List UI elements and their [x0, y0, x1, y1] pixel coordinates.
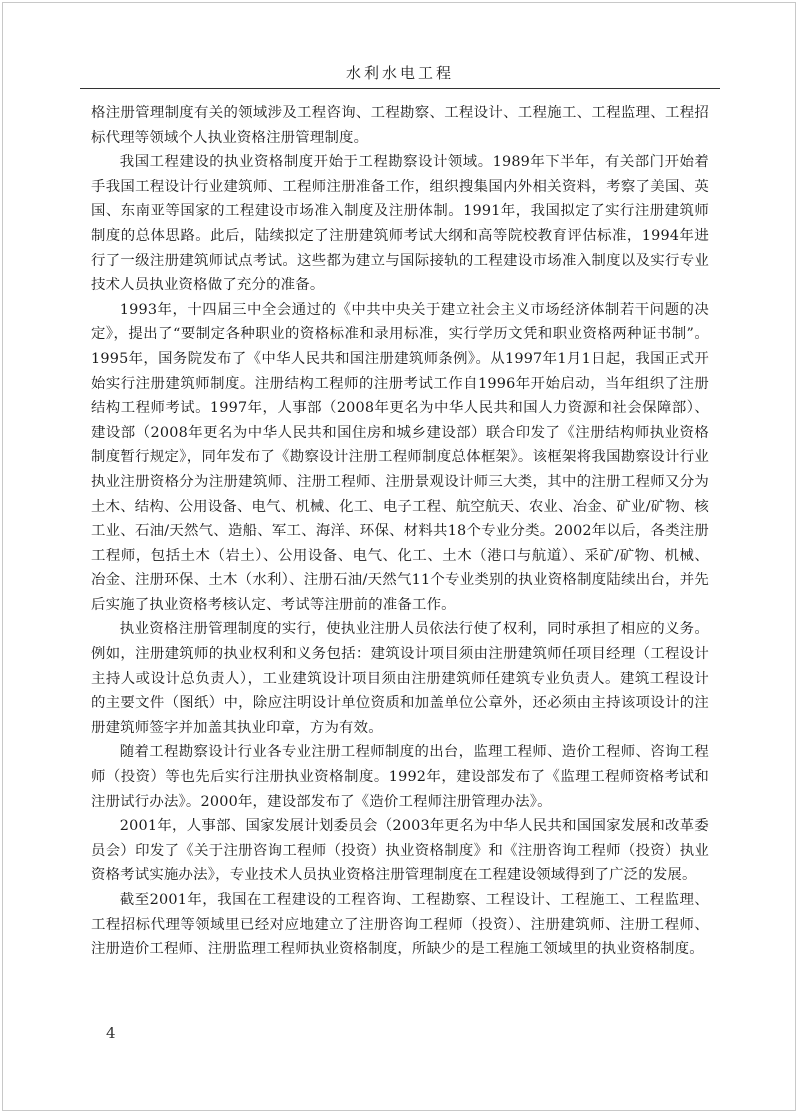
body-text [91, 101, 709, 962]
paragraph: 随着工程勘察设计行业各专业注册工程师制度的出台，监理工程师、造价工程师、咨询工程师（投资）等也先后实行注册执业资格制度。1992年，建设部发布了《监理工程师资格考试和注册试行办法》。2000年，建设部发布了《造价工程师注册管理办法》。 [91, 744, 709, 810]
paragraph: 截至2001年，我国在工程建设的工程咨询、工程勘察、工程设计、工程施工、工程监理、工程招标代理等领域里已经对应地建立了注册咨询工程师（投资）、注册建筑师、注册工程师、注册造价工程师、注册监理工程师执业资格制度，所缺少的是工程施工领域里的执业资格制度。 [91, 892, 709, 958]
paragraph: 格注册管理制度有关的领域涉及工程咨询、工程勘察、工程设计、工程施工、工程监理、工程招标代理等领域个人执业资格注册管理制度。 [91, 105, 709, 146]
paragraph: 我国工程建设的执业资格制度开始于工程勘察设计领域。1989年下半年，有关部门开始着手我国工程设计行业建筑师、工程师注册准备工作，组织搜集国内外相关资料，考察了美国、英国、东南亚等国家的工程建设市场准入制度及注册体制。1991年，我国拟定了实行注册建筑师制度的总体思路。此后，陆续拟定了注册建筑师考试大纲和高等院校教育评估标准，1994年进行了一级注册建筑师试点考试。这些都为建立与国际接轨的工程建设市场准入制度以及实行专业技术人员执业资格做了充分的准备。 [91, 154, 709, 294]
page-number: 4 [106, 1024, 116, 1042]
paragraph: 2001年，人事部、国家发展计划委员会（2003年更名为中华人民共和国国家发展和改革委员会）印发了《关于注册咨询工程师（投资）执业资格制度》和《注册咨询工程师（投资）执业资格考试实施办法》，专业技术人员执业资格注册管理制度在工程建设领域得到了广泛的发展。 [91, 818, 709, 884]
header-rule [80, 88, 720, 89]
paragraph: 执业资格注册管理制度的实行，使执业注册人员依法行使了权利，同时承担了相应的义务。例如，注册建筑师的执业权利和义务包括：建筑设计项目须由注册建筑师任项目经理（工程设计主持人或设计总负责人），工业建筑设计项目须由注册建筑师任建筑专业负责人。建筑工程设计的主要文件（图纸）中，除应注明设计单位资质和加盖单位公章外，还必须由主持该项设计的注册建筑师签字并加盖其执业印章，方为有效。 [91, 621, 709, 736]
running-header-title: 水利水电工程 [345, 64, 454, 82]
paragraph: 1993年，十四届三中全会通过的《中共中央关于建立社会主义市场经济体制若干问题的决定》，提出了“要制定各种职业的资格标准和录用标准，实行学历文凭和职业资格两种证书制”。1995年，国务院发布了《中华人民共和国注册建筑师条例》。从1997年1月1日起，我国正式开始实行注册建筑师制度。注册结构工程师的注册考试工作自1996年开始启动，当年组织了注册结构工程师考试。1997年，人事部（2008年更名为中华人民共和国人力资源和社会保障部）、建设部（2008年更名为中华人民共和国住房和城乡建设部）联合印发了《注册结构师执业资格制度暂行规定》，同年发布了《勘察设计注册工程师制度总体框架》。该框架将我国勘察设计行业执业注册资格分为注册建筑师、注册工程师、注册景观设计师三大类，其中的注册工程师又分为土木、结构、公用设备、电气、机械、化工、电子工程、航空航天、农业、冶金、矿业/矿物、核工业、石油/天然气、造船、军工、海洋、环保、材料共18个专业分类。2002年以后，各类注册工程师，包括土木（岩土）、公用设备、电气、化工、土木（港口与航道）、采矿/矿物、机械、冶金、注册环保、土木（水利）、注册石油/天然气11个专业类别的执业资格制度陆续出台，并先后实施了执业资格考核认定、考试等注册前的准备工作。 [91, 301, 709, 613]
